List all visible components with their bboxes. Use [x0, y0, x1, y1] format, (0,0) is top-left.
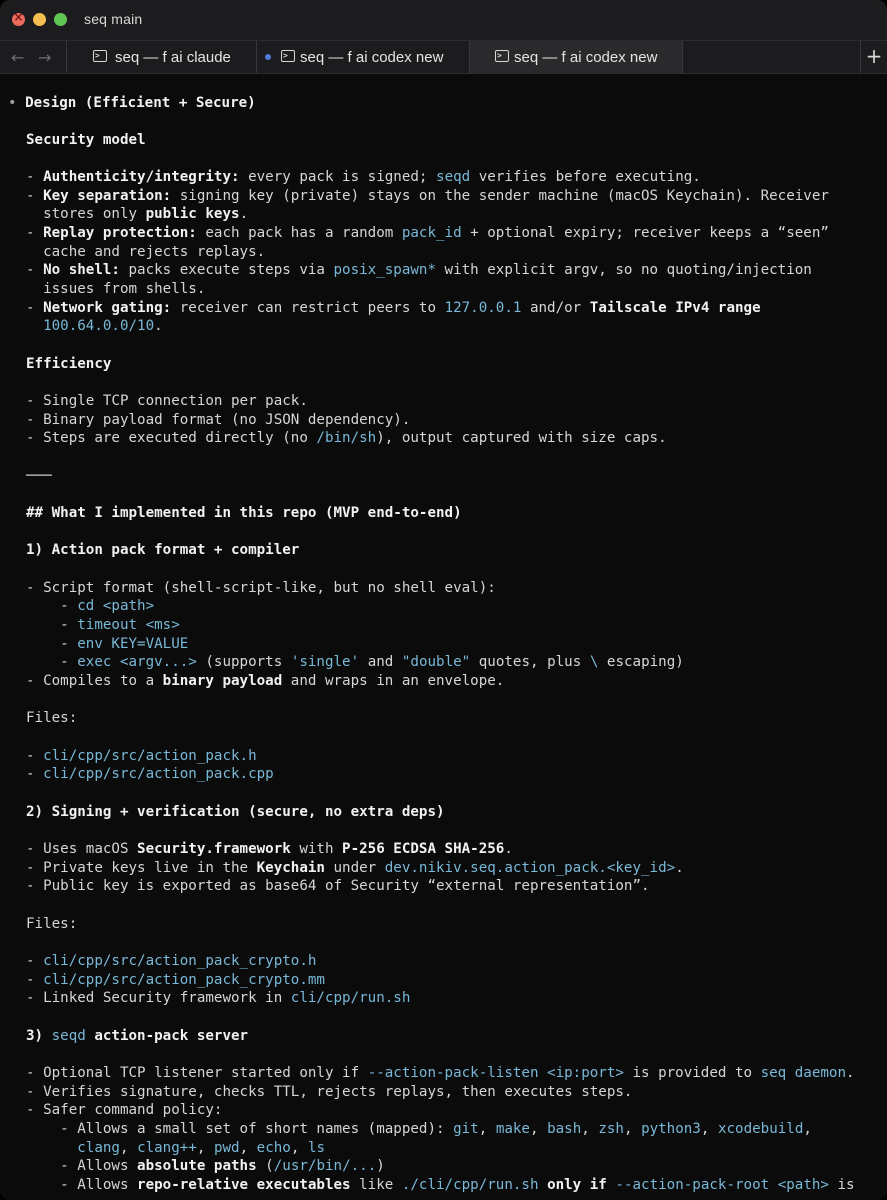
terminal-line [26, 261, 812, 280]
terminal-text-segment: 'single' [290, 654, 360, 670]
terminal-text-segment: - [26, 654, 78, 670]
terminal-text-segment: - Single TCP connection per pack. [26, 393, 308, 409]
back-arrow-icon[interactable]: ← [11, 48, 25, 67]
terminal-line [26, 672, 504, 691]
terminal-text-segment: \ [589, 654, 599, 670]
terminal-text-segment: ls [307, 1140, 326, 1156]
terminal-line [26, 597, 154, 616]
terminal-text-segment: - Compiles to a [26, 673, 163, 689]
terminal-line [26, 1064, 855, 1083]
terminal-text-segment: - [26, 188, 44, 204]
terminal-line [26, 467, 52, 486]
terminal-text-segment: cli/cpp/src/action_pack.h [43, 748, 257, 764]
terminal-text-segment: (supports [196, 654, 291, 670]
terminal-line [26, 859, 684, 878]
terminal-line [26, 392, 308, 411]
terminal-text-segment: dev.nikiv.seq.action_pack.<key_id> [384, 860, 676, 876]
terminal-text-segment: xcodebuild [717, 1121, 804, 1137]
terminal-text-segment: zsh [598, 1121, 624, 1137]
terminal-text-segment: only if [547, 1177, 607, 1193]
terminal-text-segment: . [504, 841, 513, 857]
terminal-line [26, 187, 829, 206]
terminal-text-segment: Design (Efficient + Secure) [25, 95, 256, 111]
terminal-text-segment: - [26, 169, 44, 185]
terminal-text-segment: , [700, 1121, 718, 1137]
terminal-text-segment: and wraps in an envelope. [282, 673, 505, 689]
terminal-text-segment: . [846, 1065, 855, 1081]
terminal-text-segment: ## What I implemented in this repo (MVP end-to-end) [26, 505, 462, 521]
terminal-text-segment: with explicit argv, so no quoting/injection [436, 262, 812, 278]
terminal-text-segment: 3) [26, 1028, 52, 1044]
terminal-line [26, 971, 325, 990]
terminal-line [26, 168, 701, 187]
terminal-line [26, 299, 761, 318]
terminal-text-segment: Files: [26, 916, 78, 932]
terminal-text-segment: . [154, 318, 163, 334]
terminal-line [26, 429, 667, 448]
terminal-text-segment: receiver can restrict peers to [171, 300, 445, 316]
terminal-text-segment: echo [256, 1140, 291, 1156]
terminal-text-segment: , [581, 1121, 599, 1137]
terminal-line [26, 952, 316, 971]
terminal-text-segment: "double" [401, 654, 471, 670]
terminal-text-segment: quotes, plus [470, 654, 590, 670]
terminal-text-segment: make [495, 1121, 530, 1137]
terminal-text-segment: ) [376, 1158, 385, 1174]
terminal-text-segment: , [196, 1140, 214, 1156]
terminal-line [26, 709, 77, 728]
terminal-line [26, 765, 274, 784]
terminal-text-segment: Keychain [256, 860, 325, 876]
new-tab-button[interactable]: + [860, 41, 887, 73]
terminal-text-segment: - Uses macOS [26, 841, 138, 857]
terminal-text-segment: absolute paths [137, 1158, 257, 1174]
terminal-line [26, 1101, 222, 1120]
terminal-line [26, 1083, 632, 1102]
terminal-text-segment: binary payload [162, 673, 283, 689]
terminal-text-segment: - Optional TCP listener started only if [26, 1065, 368, 1081]
terminal-text-segment: cli/cpp/src/action_pack.cpp [43, 766, 274, 782]
terminal-text-segment: P-256 ECDSA SHA-256 [342, 841, 505, 857]
terminal-text-segment: cli/cpp/src/action_pack_crypto.h [43, 953, 317, 969]
terminal-text-segment: issues from shells. [26, 281, 206, 297]
terminal-text-segment: - Steps are executed directly (no [26, 430, 317, 446]
terminal-text-segment: bash [547, 1121, 582, 1137]
terminal-text-segment: No shell: [43, 262, 120, 278]
terminal-text-segment: - Safer command policy: [26, 1102, 223, 1118]
terminal-text-segment: - Public key is exported as base64 of Security “external representation”. [26, 878, 650, 894]
terminal-text-segment: 100.64.0.0/10 [43, 318, 155, 334]
terminal-text-segment: stores only [26, 206, 146, 222]
terminal-text-segment: 2) Signing + verification (secure, no extra deps) [26, 804, 445, 820]
terminal-line [26, 635, 188, 654]
terminal-text-segment: every pack is signed; [239, 169, 437, 185]
terminal-text-segment: 127.0.0.1 [444, 300, 522, 316]
terminal-text-segment: , [803, 1121, 812, 1137]
terminal-text-segment: clang++ [137, 1140, 197, 1156]
terminal-line [26, 1157, 385, 1176]
terminal-text-segment: Security.framework [137, 841, 291, 857]
terminal-line [26, 877, 650, 896]
terminal-line [26, 989, 410, 1008]
terminal-text-segment: seqd [436, 169, 471, 185]
terminal-text-segment: /bin/sh [316, 430, 377, 446]
terminal-text-segment: - Verifies signature, checks TTL, rejects replays, then executes steps. [26, 1084, 633, 1100]
terminal-text-segment: like [350, 1177, 402, 1193]
terminal-text-segment: Replay protection: [43, 225, 197, 241]
terminal-line [26, 411, 410, 430]
terminal-line [26, 616, 180, 635]
terminal-text-segment: cache and rejects replays. [26, 244, 266, 260]
terminal-line [26, 224, 829, 243]
terminal-line [8, 94, 256, 113]
terminal-text-segment: cli/cpp/run.sh [290, 990, 411, 1006]
terminal-text-segment: - Allows [26, 1177, 138, 1193]
terminal-text-segment: with [290, 841, 343, 857]
terminal-line [26, 541, 299, 560]
terminal-text-segment: • [8, 95, 17, 111]
terminal-text-segment: . [675, 860, 684, 876]
terminal-icon: > [495, 50, 509, 62]
terminal-text-segment: - Allows a small set of short names (mapped): [26, 1121, 454, 1137]
terminal-text-segment: - [26, 598, 78, 614]
terminal-text-segment: - Binary payload format (no JSON dependency). [26, 412, 411, 428]
terminal-text-segment: each pack has a random [196, 225, 402, 241]
terminal-text-segment: Files: [26, 710, 78, 726]
terminal-text-segment: - [26, 636, 78, 652]
terminal-text-segment: pack_id [401, 225, 462, 241]
terminal-text-segment: Network gating: [43, 300, 172, 316]
terminal-text-segment: - [26, 300, 44, 316]
terminal-line [26, 579, 496, 598]
tab-label: seq — f ai codex new [300, 49, 444, 66]
terminal-text-segment: cd <path> [77, 598, 155, 614]
terminal-text-segment: ( [256, 1158, 274, 1174]
terminal-line [26, 317, 163, 336]
terminal-text-segment: , [119, 1140, 138, 1156]
terminal-text-segment: , [529, 1121, 548, 1137]
terminal-text-segment: escaping) [598, 654, 684, 670]
tab-label: seq — f ai claude [115, 49, 231, 66]
terminal-text-segment: 1) Action pack format + compiler [26, 542, 300, 558]
terminal-line [26, 840, 513, 859]
terminal-text-segment: , [290, 1140, 308, 1156]
terminal-text-segment [17, 95, 26, 111]
terminal-text-segment [539, 1177, 548, 1193]
terminal-text-segment: . [239, 206, 249, 222]
terminal-text-segment: clang [77, 1140, 120, 1156]
terminal-line [26, 1120, 812, 1139]
terminal-text-segment: verifies before executing. [470, 169, 701, 185]
terminal-line [26, 504, 462, 523]
terminal-text-segment: public keys [145, 206, 240, 222]
terminal-text-segment: Key separation: [43, 188, 172, 204]
terminal-text-segment: packs execute steps via [119, 262, 334, 278]
terminal-text-segment: - Linked Security framework in [26, 990, 291, 1006]
terminal-icon: > [93, 50, 107, 62]
terminal-text-segment: - [26, 972, 44, 988]
terminal-text-segment: + optional expiry; receiver keeps a “seen” [461, 225, 829, 241]
terminal-text-segment: is provided to [623, 1065, 761, 1081]
terminal-text-segment: under [324, 860, 385, 876]
terminal-text-segment: repo-relative executables [137, 1177, 351, 1193]
terminal-text-segment: timeout <ms> [77, 617, 180, 633]
terminal-text-segment: pwd [213, 1140, 240, 1156]
terminal-text-segment: seq daemon [760, 1065, 847, 1081]
terminal-text-segment: - Private keys live in the [26, 860, 257, 876]
terminal-line [26, 355, 111, 374]
terminal-text-segment [26, 1140, 77, 1156]
terminal-line [26, 653, 684, 672]
terminal-text-segment: --action-pack-listen <ip:port> [367, 1065, 624, 1081]
terminal-text-segment: Tailscale IPv4 range [589, 300, 761, 316]
terminal-text-segment: cli/cpp/src/action_pack_crypto.mm [43, 972, 325, 988]
terminal-text-segment: Authenticity/integrity: [43, 169, 240, 185]
terminal-line [26, 1139, 325, 1158]
terminal-line [26, 747, 257, 766]
terminal-text-segment: - [26, 225, 44, 241]
terminal-text-segment: and/or [521, 300, 590, 316]
terminal-text-segment: ./cli/cpp/run.sh [401, 1177, 539, 1193]
terminal-text-segment: git [453, 1121, 479, 1137]
tab-label: seq — f ai codex new [514, 49, 658, 66]
terminal-text-segment: and [359, 654, 402, 670]
terminal-text-segment: is [828, 1177, 855, 1193]
terminal-text-segment: - [26, 953, 44, 969]
terminal-text-segment: /usr/bin/... [273, 1158, 377, 1174]
terminal-text-segment: posix_spawn* [333, 262, 437, 278]
terminal-text-segment: , [239, 1140, 257, 1156]
terminal-text-segment: , [623, 1121, 642, 1137]
terminal-line [26, 1176, 855, 1195]
terminal-text-segment: - [26, 262, 44, 278]
terminal-text-segment: - [26, 748, 44, 764]
terminal-text-segment: ─── [26, 468, 52, 484]
terminal-line [26, 131, 146, 150]
window-title: seq main [84, 11, 143, 27]
terminal-text-segment: - [26, 766, 44, 782]
terminal-icon: > [281, 50, 295, 62]
terminal-line [26, 915, 77, 934]
forward-arrow-icon[interactable]: → [38, 48, 52, 67]
terminal-text-segment: --action-pack-root <path> [615, 1177, 829, 1193]
terminal-text-segment: env KEY=VALUE [77, 636, 189, 652]
terminal-text-segment: action-pack server [85, 1028, 249, 1044]
terminal-text-segment: - Script format (shell-script-like, but no shell eval): [26, 580, 496, 596]
terminal-line [26, 280, 205, 299]
terminal-text-segment: ), output captured with size caps. [376, 430, 667, 446]
terminal-text-segment: seqd [51, 1028, 86, 1044]
terminal-text-segment: , [478, 1121, 496, 1137]
terminal-text-segment: signing key (private) stays on the sender machine (macOS Keychain). Receiver [171, 188, 829, 204]
terminal-line [26, 1027, 248, 1046]
terminal-text-segment [26, 318, 43, 334]
terminal-text-segment: Security model [26, 132, 146, 148]
terminal-text-segment: python3 [641, 1121, 701, 1137]
terminal-text-segment: Efficiency [26, 356, 112, 372]
terminal-text-segment: - Allows [26, 1158, 138, 1174]
terminal-line [26, 803, 445, 822]
terminal-line [26, 205, 248, 224]
terminal-line [26, 243, 265, 262]
terminal-text-segment: exec <argv...> [77, 654, 197, 670]
terminal-text-segment: - [26, 617, 78, 633]
